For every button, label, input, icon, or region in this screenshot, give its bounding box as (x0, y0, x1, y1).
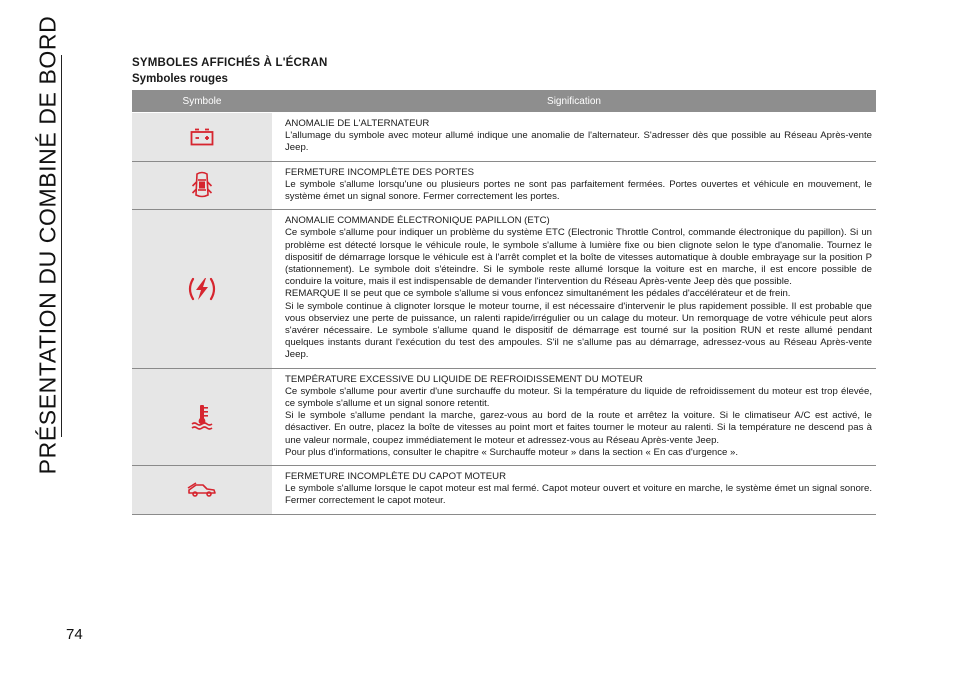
meaning-cell (272, 162, 876, 210)
row-text: Si le symbole s'allume pendant la marche, garez-vous au bord de la route et arrêtez la voiture. Si le climatiseur A/C est activé, le désactiver. En outre, placez la boîte de vitesses au point mort et faites tourner le moteur au ralenti. Si la température ne descend pas à une valeur normale, coupez immédiatement le moteur et adressez-vous au Réseau Après-vente Jeep. (285, 410, 872, 446)
row-text: Ce symbole s'allume pour avertir d'une surchauffe du moteur. Si la température du liquide de refroidissement du moteur est trop élevée, ce symbole s'allume et un signal sonore retentit. (285, 385, 872, 410)
row-text: Si le symbole continue à clignoter lorsque le moteur tourne, il est nécessaire d'intervenir le plus rapidement possible. Il est probable que vous observiez une perte de puissance, un ralenti rapide/irrégulier ou un calage du moteur. Un remorquage de votre véhicule peut alors s'avérer nécessaire. Le symbole s'allume quand le dispositif de démarrage est tourné sur la position RUN et reste allumé pendant quelques instants durant l'exécution du test des ampoules. S'il ne s'allume pas au démarrage, adressez-vous au Réseau Après-vente Jeep. (285, 300, 872, 361)
row-remark: REMARQUE Il se peut que ce symbole s'allume si vous enfoncez simultanément les pédales d'accélérateur et de frein. (285, 288, 791, 300)
row-text: Pour plus d'informations, consulter le chapitre « Surchauffe moteur » dans la section « En cas d'urgence ». (285, 446, 739, 458)
symbol-cell (132, 113, 272, 161)
table-row (132, 466, 876, 515)
coolant-temperature-icon (190, 403, 214, 431)
symbol-cell (132, 466, 272, 514)
row-text: L'allumage du symbole avec moteur allumé indique une anomalie de l'alternateur. S'adresser dès que possible au Réseau Après-vente Jeep. (285, 130, 872, 154)
meaning-cell (272, 466, 876, 514)
table-header (132, 90, 876, 112)
table-row (132, 210, 876, 368)
symbol-cell (132, 369, 272, 465)
row-title: FERMETURE INCOMPLÈTE DES PORTES (285, 166, 475, 178)
symbol-cell (132, 162, 272, 210)
section-title: SYMBOLES AFFICHÉS À L'ÉCRAN (132, 57, 328, 69)
battery-icon (190, 128, 214, 146)
row-title: ANOMALIE COMMANDE ÉLECTRONIQUE PAPILLON (ETC) (285, 215, 550, 227)
subsection-title: Symboles rouges (132, 73, 228, 85)
symbol-cell (132, 210, 272, 367)
header-symbol: Symbole (182, 95, 222, 107)
meaning-cell (272, 369, 876, 465)
chapter-side-title-text: PRÉSENTATION DU COMBINÉ DE BORD (34, 15, 61, 475)
row-text: Le symbole s'allume lorsqu'une ou plusieurs portes ne sont pas parfaitement fermées. Portes ouvertes et véhicule en mouvement, le système émet un signal sonore. Fermer correctement les portes. (285, 178, 872, 203)
table-row (132, 113, 876, 162)
table-row (132, 162, 876, 211)
table-row (132, 369, 876, 466)
meaning-cell (272, 210, 876, 367)
symbols-table (132, 90, 876, 515)
row-title: TEMPÉRATURE EXCESSIVE DU LIQUIDE DE REFROIDISSEMENT DU MOTEUR (285, 373, 643, 385)
row-title: FERMETURE INCOMPLÈTE DU CAPOT MOTEUR (285, 471, 507, 483)
row-text: Le symbole s'allume lorsque le capot moteur est mal fermé. Capot moteur ouvert et voiture en marche, le système émet un signal sonore. Fermer correctement le capot moteur. (285, 483, 872, 507)
door-open-icon (191, 170, 213, 200)
hood-open-icon (187, 482, 217, 498)
page-number: 74 (66, 626, 83, 643)
electronic-throttle-icon (186, 276, 218, 302)
header-meaning: Signification (547, 95, 601, 107)
row-title: ANOMALIE DE L'ALTERNATEUR (285, 118, 430, 129)
meaning-cell (272, 113, 876, 161)
chapter-divider (61, 55, 62, 437)
row-text: Ce symbole s'allume pour indiquer un problème du système ETC (Electronic Throttle Control, commande électronique du papillon). Si un problème est détecté lorsque le véhicule roule, le symbole s'allume à lumière fixe ou bien clignote selon le type d'anomalie. Tournez le dispositif de démarrage lorsque le véhicule est à l'arrêt complet et la boîte de vitesses automatique à double embrayage sur la position P (stationnement). Le symbole doit s'éteindre. Si le symbole reste allumé lorsque la voiture est en marche, il est encore possible de conduire la voiture, mais il est indispensable de demander l'intervention du Réseau Après-vente Jeep dès que possible. (285, 227, 872, 288)
